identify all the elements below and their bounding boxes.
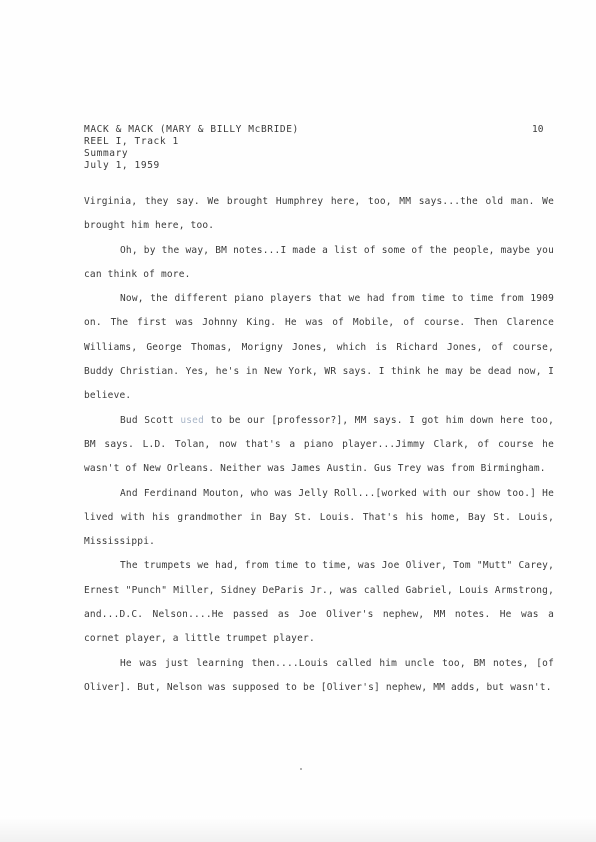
scan-bottom-edge [0,816,596,842]
paragraph: The trumpets we had, from time to time, was Joe Oliver, Tom "Mutt" Carey, Ernest "Punch" Miller, Sidney DeParis Jr., was called Gabriel, Louis Armstrong, and...D.C. Nelson....He passed as Joe Oliver's nephew, MM notes. He was a cornet player, a little trumpet player. [84,560,554,645]
paragraph: He was just learning then....Louis called him uncle too, BM notes, [of Oliver]. But, Nelson was supposed to be [Oliver's] nephew, MM adds, but wasn't. [84,657,554,693]
paragraph: Oh, by the way, BM notes...I made a list of some of the people, maybe you can think of more. [84,244,554,280]
paragraph: Virginia, they say. We brought Humphrey here, too, MM says...the old man. We brought him here, too. [84,196,554,232]
paragraph-lead: Bud Scott [120,414,174,426]
document-body [84,190,554,700]
paragraph: And Ferdinand Mouton, who was Jelly Roll...[worked with our show too.] He lived with his grandmother in Bay St. Louis. That's his home, Bay St. Louis, Mississippi. [84,487,554,548]
scan-speck [300,768,302,770]
document-header [84,124,554,172]
header-reel: REEL I, Track 1 [84,136,179,147]
paragraph: Now, the different piano players that we had from time to time from 1909 on. The first was Johnny King. He was of Mobile, of course. Then Clarence Williams, George Thomas, Morigny Jones, which is Richard Jones, of course, Buddy Christian. Yes, he's in New York, WR says. I think he may be dead now, I believe. [84,293,554,402]
header-type: Summary [84,148,129,159]
page-number: 10 [532,124,544,135]
paragraph-rest: to be our [professor?], MM says. I got him down here too, BM says. L.D. Tolan, now that's a piano player...Jimmy Clark, of course he wasn't of New Orleans. Neither was James Austin. Gus Trey was from Birmingham. [84,414,555,475]
faded-word: used [180,414,205,426]
paragraph [84,409,554,482]
header-date: July 1, 1959 [84,160,160,171]
header-title: MACK & MACK (MARY & BILLY McBRIDE) [84,124,299,135]
